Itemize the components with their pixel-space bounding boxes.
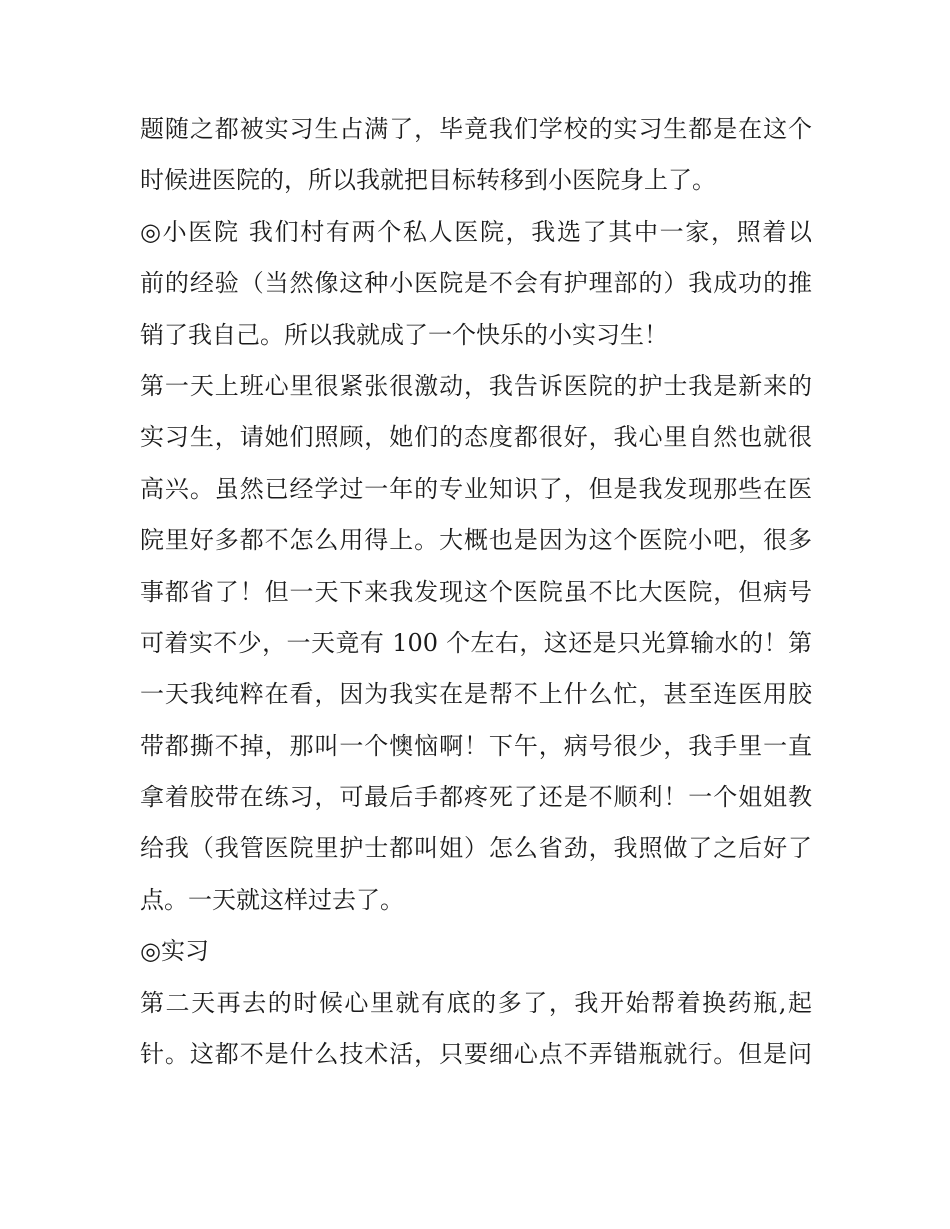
text-line: ◎实习 — [140, 937, 209, 966]
text-line: 销了我自己。所以我就成了一个快乐的小实习生！ — [140, 320, 668, 349]
text-line: 第一天上班心里很紧张很激动，我告诉医院的护士我是新来的 — [140, 371, 812, 400]
text-line: ◎小医院 我们村有两个私人医院，我选了其中一家，照着以 — [140, 217, 812, 246]
text-line: 一天我纯粹在看，因为我实在是帮不上什么忙，甚至连医用胶 — [140, 680, 812, 709]
text-line: 事都省了！但一天下来我发现这个医院虽不比大医院，但病号 — [140, 577, 812, 606]
text-line: 实习生，请她们照顾，她们的态度都很好，我心里自然也就很 — [140, 423, 812, 452]
text-line: 高兴。虽然已经学过一年的专业知识了，但是我发现那些在医 — [140, 474, 812, 503]
text-line: 时候进医院的，所以我就把目标转移到小医院身上了。 — [140, 166, 716, 195]
text-line: 院里好多都不怎么用得上。大概也是因为这个医院小吧，很多 — [140, 526, 812, 555]
text-line: 第二天再去的时候心里就有底的多了，我开始帮着换药瓶,起 — [140, 988, 812, 1017]
text-line: 题随之都被实习生占满了，毕竟我们学校的实习生都是在这个 — [140, 115, 812, 143]
text-line: 给我（我管医院里护士都叫姐）怎么省劲，我照做了之后好了 — [140, 834, 812, 863]
text-line: 点。一天就这样过去了。 — [140, 885, 404, 914]
text-line: 拿着胶带在练习，可最后手都疼死了还是不顺利！一个姐姐教 — [140, 783, 812, 812]
body-text — [140, 104, 812, 1080]
text-line: 带都撕不掉，那叫一个懊恼啊！下午，病号很少，我手里一直 — [140, 731, 812, 760]
text-line: 针。这都不是什么技术活，只要细心点不弄错瓶就行。但是问 — [140, 1040, 812, 1069]
text-line: 可着实不少，一天竟有 100 个左右，这还是只光算输水的！第 — [140, 628, 812, 657]
text-line: 前的经验（当然像这种小医院是不会有护理部的）我成功的推 — [140, 269, 812, 298]
